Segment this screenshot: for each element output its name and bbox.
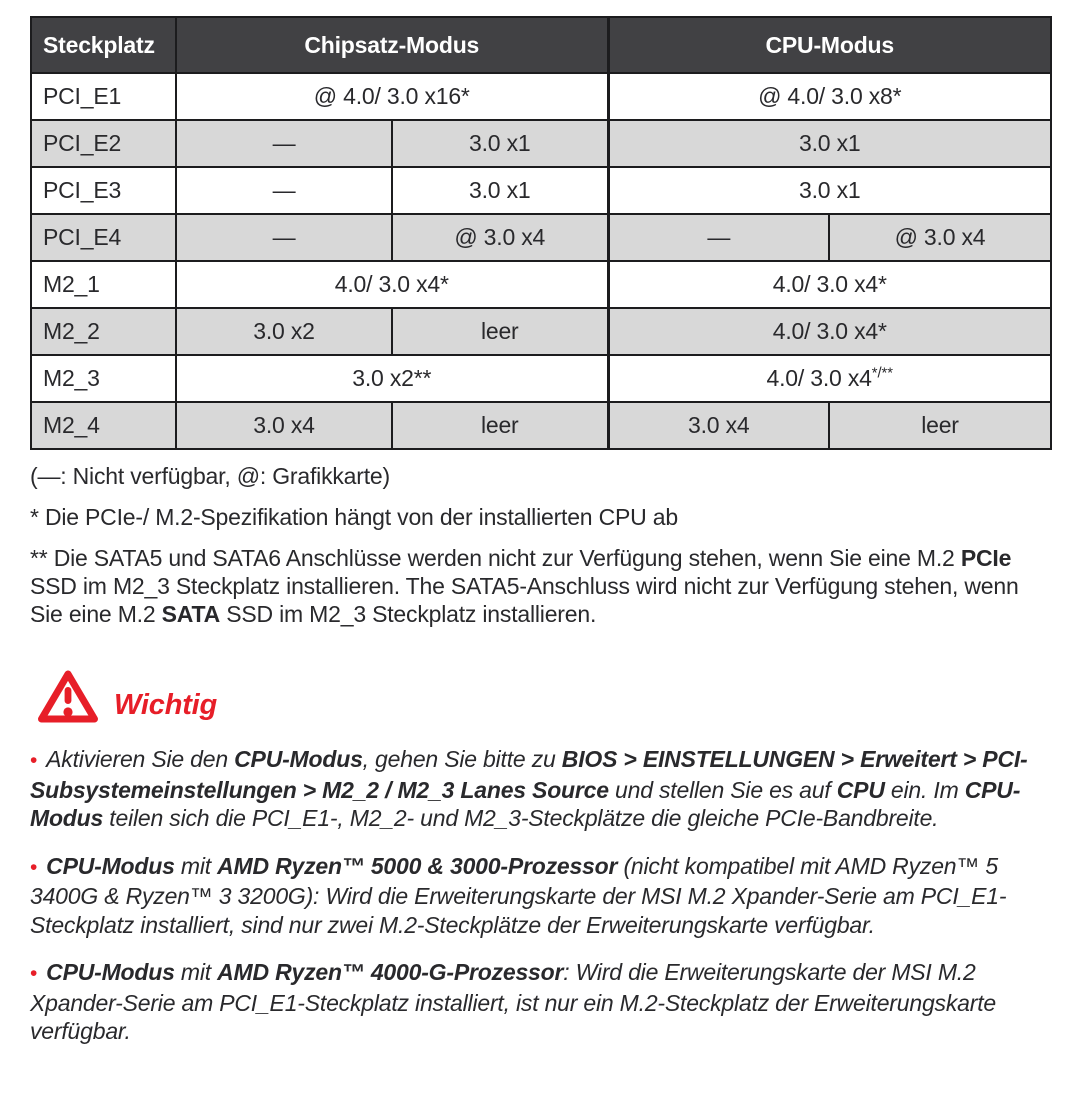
slot-value-cell: — bbox=[176, 167, 392, 214]
slot-value-cell: — bbox=[608, 214, 829, 261]
slot-value-cell: @ 4.0/ 3.0 x16* bbox=[176, 73, 608, 120]
slot-config-table bbox=[30, 16, 1052, 450]
slot-value-cell: 3.0 x1 bbox=[392, 167, 608, 214]
warning-bullet-2-text: CPU-Modus mit AMD Ryzen™ 5000 & 3000-Prozessor (nicht kompatibel mit AMD Ryzen™ 5 3400G & Ryzen™ 3 3200G): Wird die Erweiterungskarte der MSI M.2 Xpander-Serie am PCI_E1-Steckplatz installiert, sind nur zwei M.2-Steckplätze der Erweiterungskarte verfügbar. bbox=[30, 852, 1007, 938]
slot-value-cell: 4.0/ 3.0 x4* bbox=[608, 261, 1051, 308]
warning-bullet-3 bbox=[30, 958, 1050, 1046]
slot-value-cell: leer bbox=[392, 402, 608, 449]
slot-value-cell: @ 3.0 x4 bbox=[829, 214, 1051, 261]
slot-value-cell: @ 3.0 x4 bbox=[392, 214, 608, 261]
slot-name-cell: M2_1 bbox=[31, 261, 176, 308]
footnote-single-star: * Die PCIe-/ M.2-Spezifikation hängt von der installierten CPU ab bbox=[30, 504, 678, 530]
slot-value-cell: 3.0 x2** bbox=[176, 355, 608, 402]
slot-name-cell: PCI_E3 bbox=[31, 167, 176, 214]
bullet-icon: • bbox=[30, 749, 38, 772]
slot-table-body bbox=[31, 73, 1051, 449]
cell-superscript: */** bbox=[871, 365, 893, 382]
slot-name-cell: PCI_E4 bbox=[31, 214, 176, 261]
footnote-double-star: ** Die SATA5 und SATA6 Anschlüsse werden nicht zur Verfügung stehen, wenn Sie eine M.2 PCIe SSD im M2_3 Steckplatz installieren. The SATA5-Anschluss wird nicht zur Verfügung stehen, wenn Sie eine M.2 SATA SSD im M2_3 Steckplatz installieren. bbox=[30, 545, 1019, 627]
slot-value-cell: leer bbox=[392, 308, 608, 355]
warning-title: Wichtig bbox=[114, 689, 218, 721]
slot-name-cell: PCI_E1 bbox=[31, 73, 176, 120]
table-legend: (—: Nicht verfügbar, @: Grafikkarte) bbox=[30, 463, 390, 489]
table-row bbox=[31, 355, 1051, 402]
slot-value-cell: 3.0 x1 bbox=[392, 120, 608, 167]
table-header-row bbox=[31, 17, 1051, 73]
header-cpu-modus: CPU-Modus bbox=[608, 17, 1051, 73]
slot-name-cell: PCI_E2 bbox=[31, 120, 176, 167]
header-steckplatz: Steckplatz bbox=[31, 17, 176, 73]
slot-name-cell: M2_3 bbox=[31, 355, 176, 402]
slot-value-cell: — bbox=[176, 120, 392, 167]
warning-triangle-icon bbox=[36, 666, 100, 726]
warning-bullet-1-text: Aktivieren Sie den CPU-Modus, gehen Sie bitte zu BIOS > EINSTELLUNGEN > Erweitert > PCI-Subsystemeinstellungen > M2_2 / M2_3 Lanes Source und stellen Sie es auf CPU ein. Im CPU-Modus teilen sich die PCI_E1-, M2_2- und M2_3-Steckplätze die gleiche PCIe-Bandbreite. bbox=[30, 746, 1028, 831]
slot-value-cell: @ 4.0/ 3.0 x8* bbox=[608, 73, 1051, 120]
bullet-icon: • bbox=[30, 962, 38, 985]
table-row bbox=[31, 167, 1051, 214]
slot-value-cell: 4.0/ 3.0 x4* bbox=[176, 261, 608, 308]
header-chipsatz-modus: Chipsatz-Modus bbox=[176, 17, 608, 73]
table-row bbox=[31, 73, 1051, 120]
slot-name-cell: M2_4 bbox=[31, 402, 176, 449]
table-row bbox=[31, 308, 1051, 355]
slot-value-cell: 3.0 x2 bbox=[176, 308, 392, 355]
table-row bbox=[31, 214, 1051, 261]
slot-value-cell: 3.0 x1 bbox=[608, 120, 1051, 167]
slot-value-cell: 4.0/ 3.0 x4*/** bbox=[608, 355, 1051, 402]
warning-bullet-1 bbox=[30, 745, 1050, 833]
slot-value-cell: 3.0 x1 bbox=[608, 167, 1051, 214]
warning-bullet-3-text: CPU-Modus mit AMD Ryzen™ 4000-G-Prozessor: Wird die Erweiterungskarte der MSI M.2 Xpander-Serie am PCI_E1-Steckplatz installiert, ist nur ein M.2-Steckplatz der Erweiterungskarte verfügbar. bbox=[30, 959, 996, 1044]
slot-value-cell: leer bbox=[829, 402, 1051, 449]
slot-name-cell: M2_2 bbox=[31, 308, 176, 355]
table-row bbox=[31, 120, 1051, 167]
slot-value-cell: 3.0 x4 bbox=[608, 402, 829, 449]
table-row bbox=[31, 261, 1051, 308]
warning-header bbox=[36, 660, 1050, 726]
table-row bbox=[31, 402, 1051, 449]
slot-value-cell: 4.0/ 3.0 x4* bbox=[608, 308, 1051, 355]
warning-bullet-2 bbox=[30, 852, 1050, 940]
bullet-icon: • bbox=[30, 855, 38, 879]
slot-value-cell: — bbox=[176, 214, 392, 261]
slot-value-cell: 3.0 x4 bbox=[176, 402, 392, 449]
